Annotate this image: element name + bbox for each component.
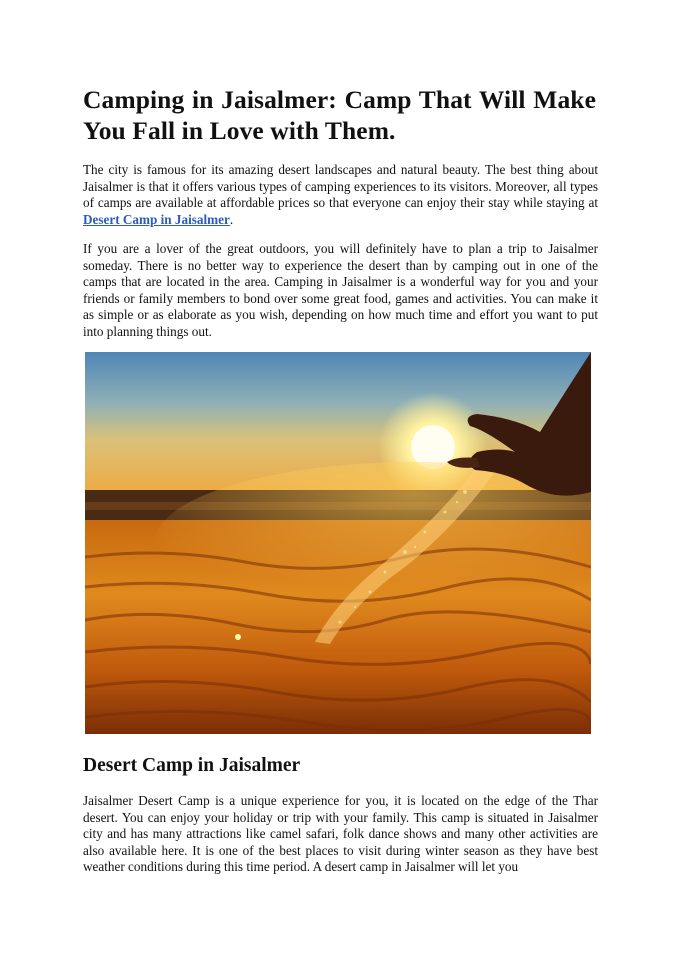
outdoors-paragraph: If you are a lover of the great outdoors, you will definitely have to plan a trip to Jaisalmer someday. There is no better way to experience the desert than by camping out in one of the camps that are located in the area. Camping in Jaisalmer is a wonderful way for you and your friends or family members to bond over some great food, games and activities. You can make it as simple or as elaborate as you wish, depending on how much time and effort you want to put into planning things out. [83, 241, 598, 339]
desert-camp-paragraph: Jaisalmer Desert Camp is a unique experience for you, it is located on the edge of the Thar desert. You can enjoy your holiday or trip with your family. This camp is situated in Jaisalmer city and has many attractions like camel safari, folk dance shows and many other activities are also available here. It is one of the best places to visit during winter season as they have best weather conditions during this time period. A desert camp in Jaisalmer will let you [83, 793, 598, 875]
section-heading: Desert Camp in Jaisalmer [83, 755, 301, 776]
desert-camp-link[interactable]: Desert Camp in Jaisalmer [83, 211, 230, 227]
intro-paragraph [83, 162, 598, 228]
article-title: Camping in Jaisalmer: Camp That Will Make You Fall in Love with Them. [83, 85, 596, 145]
intro-text-end: . [229, 211, 234, 227]
desert-sunset-photo [85, 352, 591, 734]
desert-sunset-image [85, 352, 591, 734]
intro-text: The city is famous for its amazing desert landscapes and natural beauty. The best thing about Jaisalmer is that it offers various types of camping experiences to its visitors. Moreover, all types of camps are available at affordable prices so that everyone can enjoy their stay while staying at [83, 162, 598, 211]
